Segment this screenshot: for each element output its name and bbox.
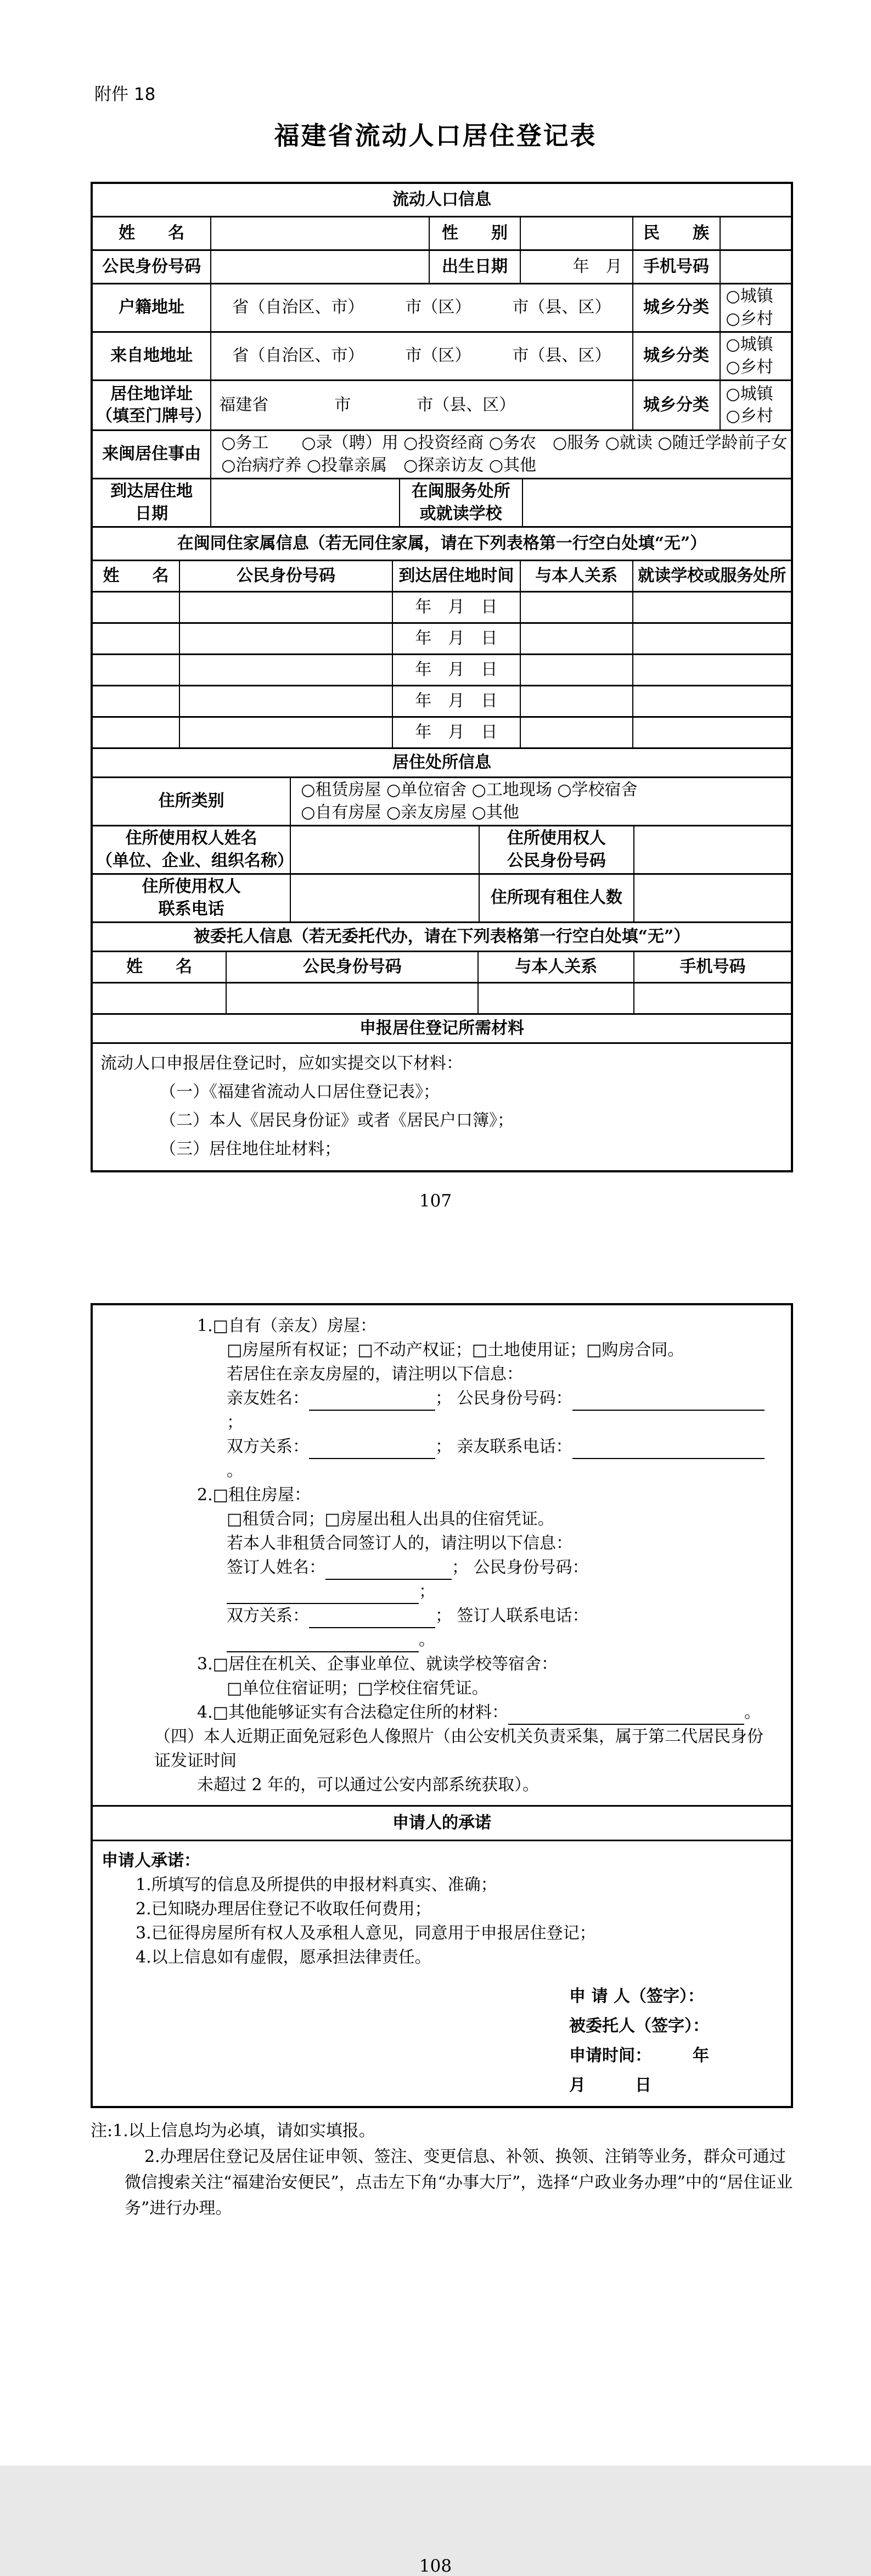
family-school-cell[interactable] (633, 624, 791, 653)
page-number-107: 107 (419, 1191, 452, 1211)
family-name-cell[interactable] (93, 655, 180, 685)
applicant-signature-line[interactable]: 申 请 人（签字）： (569, 1987, 704, 2006)
residence-type-label: 住所类别 (93, 778, 291, 825)
rented-housing-checkbox-line[interactable]: 2.□租住房屋： (197, 1485, 311, 1505)
promise-item-3: 3.已征得房屋所有权人及承租人意见，同意用于申报居住登记； (136, 1924, 596, 1943)
family-relation-cell[interactable] (521, 624, 633, 653)
relative-id-label: ； 公民身份号码： (435, 1389, 572, 1408)
agent-col-id: 公民身份号码 (227, 952, 479, 982)
arrival-date-value-cell[interactable] (211, 479, 400, 526)
materials-section-text: 申报居住登记所需材料 (359, 1018, 524, 1038)
family-date-cell[interactable]: 年 月 日 (393, 655, 521, 685)
owner-name-value-cell[interactable] (291, 826, 479, 873)
own-housing-docs-line[interactable]: □房屋所有权证；□不动产权证；□土地使用证；□购房合同。 (227, 1340, 684, 1360)
relative-name-label: 亲友姓名： (227, 1389, 309, 1408)
family-row-1 (93, 593, 791, 624)
other-materials-label[interactable]: 4.□其他能够证实有合法稳定住所的材料： (197, 1703, 508, 1722)
agent-table-header (93, 952, 791, 984)
family-col-name: 姓 名 (93, 561, 180, 591)
family-table-header (93, 561, 791, 593)
attachment-label: 附件 18 (94, 85, 156, 104)
owner-phone-label-line2: 联系电话 (158, 899, 224, 919)
relative-phone-label: ； 亲友联系电话： (435, 1437, 572, 1456)
family-date-cell[interactable]: 年 月 日 (393, 718, 521, 747)
owner-id-value-cell[interactable] (634, 826, 791, 873)
row-id-birth-phone (93, 251, 791, 284)
residence-address-label-line2: （填至门牌号） (96, 406, 211, 426)
citizen-id-value-cell[interactable] (211, 251, 430, 283)
family-col-school: 就读学校或服务处所 (638, 566, 786, 585)
row-residence-address (93, 381, 791, 431)
row-residence-type (93, 778, 791, 826)
punct: ； (227, 1413, 243, 1432)
from-address-label: 来自地地址 (93, 333, 211, 379)
from-class-options (721, 333, 791, 379)
residence-class-options (721, 381, 791, 429)
arrival-date-label-line2: 日期 (135, 504, 168, 523)
service-place-label-line2: 或就读学校 (419, 504, 502, 523)
citizen-id-label: 公民身份号码 (93, 251, 211, 283)
footnote-2: 2.办理居住登记及居住证申领、签注、变更信息、补领、换领、注销等业务，群众可通过微信搜索关注“福建治安便民”，点击左下角“办事大厅”，选择“户政业务办理”中的“居住证业务”进行办理。 (125, 2147, 793, 2218)
signer-id-label: ； 公民身份号码： (452, 1558, 589, 1577)
residence-section-text: 居住处所信息 (392, 752, 491, 772)
urban-radio-option[interactable]: ○城镇 (726, 384, 773, 404)
promise-section (93, 1841, 791, 2106)
materials-text-cell (93, 1044, 791, 1170)
family-school-cell[interactable] (633, 593, 791, 622)
materials-intro: 流动人口申报居住登记时，应如实提交以下材料： (100, 1054, 463, 1073)
own-housing-note: 若居住在亲友房屋的，请注明以下信息： (227, 1365, 523, 1384)
family-school-cell[interactable] (633, 686, 791, 716)
page-number-108: 108 (419, 2556, 452, 2576)
rented-housing-note: 若本人非租赁合同签订人的，请注明以下信息： (227, 1534, 572, 1553)
family-name-cell[interactable] (93, 686, 180, 716)
signer-relation-blank[interactable] (309, 1610, 435, 1628)
family-col-relation: 与本人关系 (521, 561, 633, 591)
family-relation-cell[interactable] (521, 718, 633, 747)
owner-phone-value-cell[interactable] (291, 875, 479, 921)
housing-materials-section (93, 1305, 791, 1805)
promise-section-header: 申请人的承诺 (93, 1805, 791, 1841)
family-col-id: 公民身份号码 (180, 561, 393, 591)
residence-address-label (93, 381, 211, 429)
section-header-text: 流动人口信息 (392, 189, 491, 209)
residence-type-options (291, 778, 791, 825)
name-value-cell[interactable] (211, 217, 430, 249)
signer-name-line (154, 1556, 778, 1604)
residence-address-value-cell[interactable]: 福建省 市 市（县、区） (211, 381, 633, 429)
other-materials-line (154, 1701, 778, 1725)
section-header-agent (93, 923, 791, 952)
dormitory-checkbox-line[interactable]: 3.□居住在机关、企事业单位、就读学校等宿舍： (197, 1655, 558, 1674)
signer-relation-label: 双方关系： (227, 1606, 309, 1625)
from-address-value-cell[interactable]: 省（自治区、市） 市（区） 市（县、区） (211, 333, 633, 379)
relative-id-blank[interactable] (572, 1392, 765, 1411)
reason-options-line2[interactable]: ○治病疗养 ○投靠亲属 ○探亲访友 ○其他 (221, 455, 537, 475)
punct: ； (419, 1582, 435, 1601)
hukou-class-label: 城乡分类 (633, 284, 721, 331)
signer-phone-blank[interactable] (227, 1634, 419, 1652)
family-id-cell[interactable] (180, 593, 393, 622)
reason-options-line1[interactable]: ○务工 ○录（聘）用 ○投资经商 ○务农 ○服务 ○就读 ○随迁学龄前子女 (221, 433, 788, 452)
family-row-2 (93, 624, 791, 655)
signer-id-blank[interactable] (227, 1585, 419, 1604)
gender-value-cell[interactable] (521, 217, 633, 249)
punct: 。 (744, 1703, 761, 1722)
tenant-count-value-cell[interactable] (634, 875, 791, 921)
footnotes (91, 2118, 793, 2221)
mobile-label: 手机号码 (633, 251, 721, 283)
hukou-class-options (721, 284, 791, 331)
residence-type-line2[interactable]: ○自有房屋 ○亲友房屋 ○其他 (301, 802, 519, 822)
arrival-date-label-line1: 到达居住地 (110, 482, 193, 501)
dormitory-docs-line[interactable]: □单位住宿证明；□学校住宿凭证。 (227, 1679, 488, 1698)
reason-options (211, 431, 791, 478)
agent-signature-line[interactable]: 被委托人（签字）： (569, 2016, 709, 2036)
row-arrival-date (93, 479, 791, 528)
other-materials-blank[interactable] (508, 1706, 744, 1725)
page-title: 福建省流动人口居住登记表 (274, 121, 597, 150)
punct: 。 (227, 1461, 243, 1480)
reason-label: 来闽居住事由 (93, 431, 211, 478)
agent-col-relation: 与本人关系 (479, 952, 634, 982)
family-row-3 (93, 655, 791, 686)
service-place-value-cell[interactable] (523, 479, 791, 526)
gender-label: 性 别 (430, 217, 520, 249)
agent-col-name: 姓 名 (93, 952, 227, 982)
row-owner-phone (93, 875, 791, 923)
birth-date-value-cell[interactable]: 年 月 (521, 251, 633, 283)
family-id-cell[interactable] (180, 686, 393, 716)
section-header-family (93, 528, 791, 561)
promise-title: 申请人承诺： (102, 1851, 200, 1870)
signature-block (102, 1982, 769, 2100)
signer-name-blank[interactable] (325, 1561, 452, 1580)
owner-name-label-line1: 住所使用权人姓名 (125, 829, 257, 848)
application-date-line[interactable]: 申请时间： 年 月 日 (569, 2046, 758, 2095)
promise-item-4: 4.以上信息如有虚假，愿承担法律责任。 (136, 1948, 431, 1967)
service-place-label (400, 479, 523, 526)
signer-name-label: 签订人姓名： (227, 1558, 325, 1577)
service-place-label-line1: 在闽服务处所 (411, 482, 510, 501)
family-col-arrival: 到达居住地时间 (393, 561, 521, 591)
materials-item-2: （二）本人《居民身份证》或者《居民户口簿》； (160, 1111, 514, 1130)
family-id-cell[interactable] (180, 624, 393, 653)
agent-relation-cell[interactable] (479, 984, 634, 1013)
materials-row (93, 1044, 791, 1170)
ethnic-label: 民 族 (633, 217, 721, 249)
row-from-address (93, 333, 791, 381)
family-school-cell[interactable] (633, 718, 791, 747)
relative-name-blank[interactable] (309, 1392, 435, 1411)
name-label: 姓 名 (93, 217, 211, 249)
agent-row-1 (93, 984, 791, 1015)
promise-item-2: 2.已知晓办理居住登记不收取任何费用； (136, 1899, 431, 1919)
relative-phone-blank[interactable] (572, 1440, 765, 1459)
family-name-cell[interactable] (93, 718, 180, 747)
mobile-value-cell[interactable] (721, 251, 791, 283)
relative-relation-line (154, 1435, 778, 1483)
family-name-cell[interactable] (93, 624, 180, 653)
photo-requirement-line2: 未超过 2 年的，可以通过公安内部系统获取）。 (197, 1775, 540, 1795)
hukou-address-label: 户籍地址 (93, 284, 211, 331)
agent-phone-cell[interactable] (634, 984, 791, 1013)
family-row-5 (93, 718, 791, 749)
punct: 。 (419, 1630, 435, 1650)
family-relation-cell[interactable] (521, 593, 633, 622)
signer-phone-label: ； 签订人联系电话： (435, 1606, 589, 1625)
family-section-text: 在闽同住家属信息（若无同住家属，请在下列表格第一行空白处填“无”） (177, 533, 707, 553)
family-id-cell[interactable] (180, 718, 393, 747)
own-housing-checkbox-line[interactable]: 1.□自有（亲友）房屋： (197, 1316, 377, 1336)
relative-relation-blank[interactable] (309, 1440, 435, 1459)
family-date-cell[interactable]: 年 月 日 (393, 686, 521, 716)
materials-item-3: （三）居住地住址材料； (160, 1139, 341, 1159)
row-hukou-address (93, 284, 791, 333)
family-school-cell[interactable] (633, 655, 791, 685)
hukou-address-value-cell[interactable]: 省（自治区、市） 市（区） 市（县、区） (211, 284, 633, 331)
rural-radio-option[interactable]: ○乡村 (726, 309, 773, 328)
urban-radio-option[interactable]: ○城镇 (726, 287, 773, 306)
section-header-residence (93, 749, 791, 778)
materials-item-1: （一）《福建省流动人口居住登记表》； (160, 1082, 440, 1102)
owner-id-label-line2: 公民身份号码 (507, 851, 606, 870)
owner-name-label (93, 826, 294, 873)
relative-name-line (154, 1387, 778, 1435)
rural-radio-option[interactable]: ○乡村 (726, 357, 773, 377)
ethnic-value-cell[interactable] (721, 217, 791, 249)
urban-radio-option[interactable]: ○城镇 (726, 335, 773, 354)
photo-requirement-line1: （四）本人近期正面免冠彩色人像照片（由公安机关负责采集，属于第二代居民身份证发证时间 (154, 1727, 763, 1770)
signer-relation-line (154, 1604, 778, 1652)
owner-phone-label (93, 875, 291, 921)
arrival-date-label (93, 479, 211, 526)
family-date-cell[interactable]: 年 月 日 (393, 593, 521, 622)
from-class-label: 城乡分类 (633, 333, 721, 379)
agent-name-cell[interactable] (93, 984, 227, 1013)
family-row-4 (93, 686, 791, 718)
row-owner-name (93, 826, 791, 875)
registration-table (91, 182, 793, 1172)
birth-date-label: 出生日期 (430, 251, 520, 283)
agent-section-text: 被委托人信息（若无委托代办，请在下列表格第一行空白处填“无”） (193, 926, 690, 946)
residence-class-label: 城乡分类 (633, 381, 721, 429)
owner-phone-label-line1: 住所使用权人 (142, 877, 241, 896)
family-id-cell[interactable] (180, 655, 393, 685)
owner-name-label-line2: （单位、企业、组织名称） (96, 851, 294, 870)
family-name-cell[interactable] (93, 593, 180, 622)
tenant-count-label: 住所现有租住人数 (480, 875, 634, 921)
section-header-person-info (93, 184, 791, 217)
residence-type-line1[interactable]: ○租赁房屋 ○单位宿舍 ○工地现场 ○学校宿舍 (301, 780, 638, 800)
materials-continued-box (91, 1303, 793, 2108)
owner-id-label-line1: 住所使用权人 (507, 829, 606, 848)
promise-item-1: 1.所填写的信息及所提供的申报材料真实、准确； (136, 1875, 497, 1895)
footnote-1: 注:1.以上信息均为必填，请如实填报。 (91, 2121, 375, 2141)
family-relation-cell[interactable] (521, 686, 633, 716)
family-date-cell[interactable]: 年 月 日 (393, 624, 521, 653)
residence-address-label-line1: 居住地详址 (110, 384, 193, 404)
rented-housing-docs-line[interactable]: □租赁合同；□房屋出租人出具的住宿凭证。 (227, 1510, 554, 1529)
section-header-materials (93, 1015, 791, 1044)
family-relation-cell[interactable] (521, 655, 633, 685)
agent-col-phone: 手机号码 (679, 957, 746, 976)
row-reason (93, 431, 791, 479)
owner-id-label (480, 826, 634, 873)
row-name-gender-ethnic (93, 217, 791, 251)
relative-relation-label: 双方关系： (227, 1437, 309, 1456)
rural-radio-option[interactable]: ○乡村 (726, 406, 773, 426)
agent-id-cell[interactable] (227, 984, 479, 1013)
